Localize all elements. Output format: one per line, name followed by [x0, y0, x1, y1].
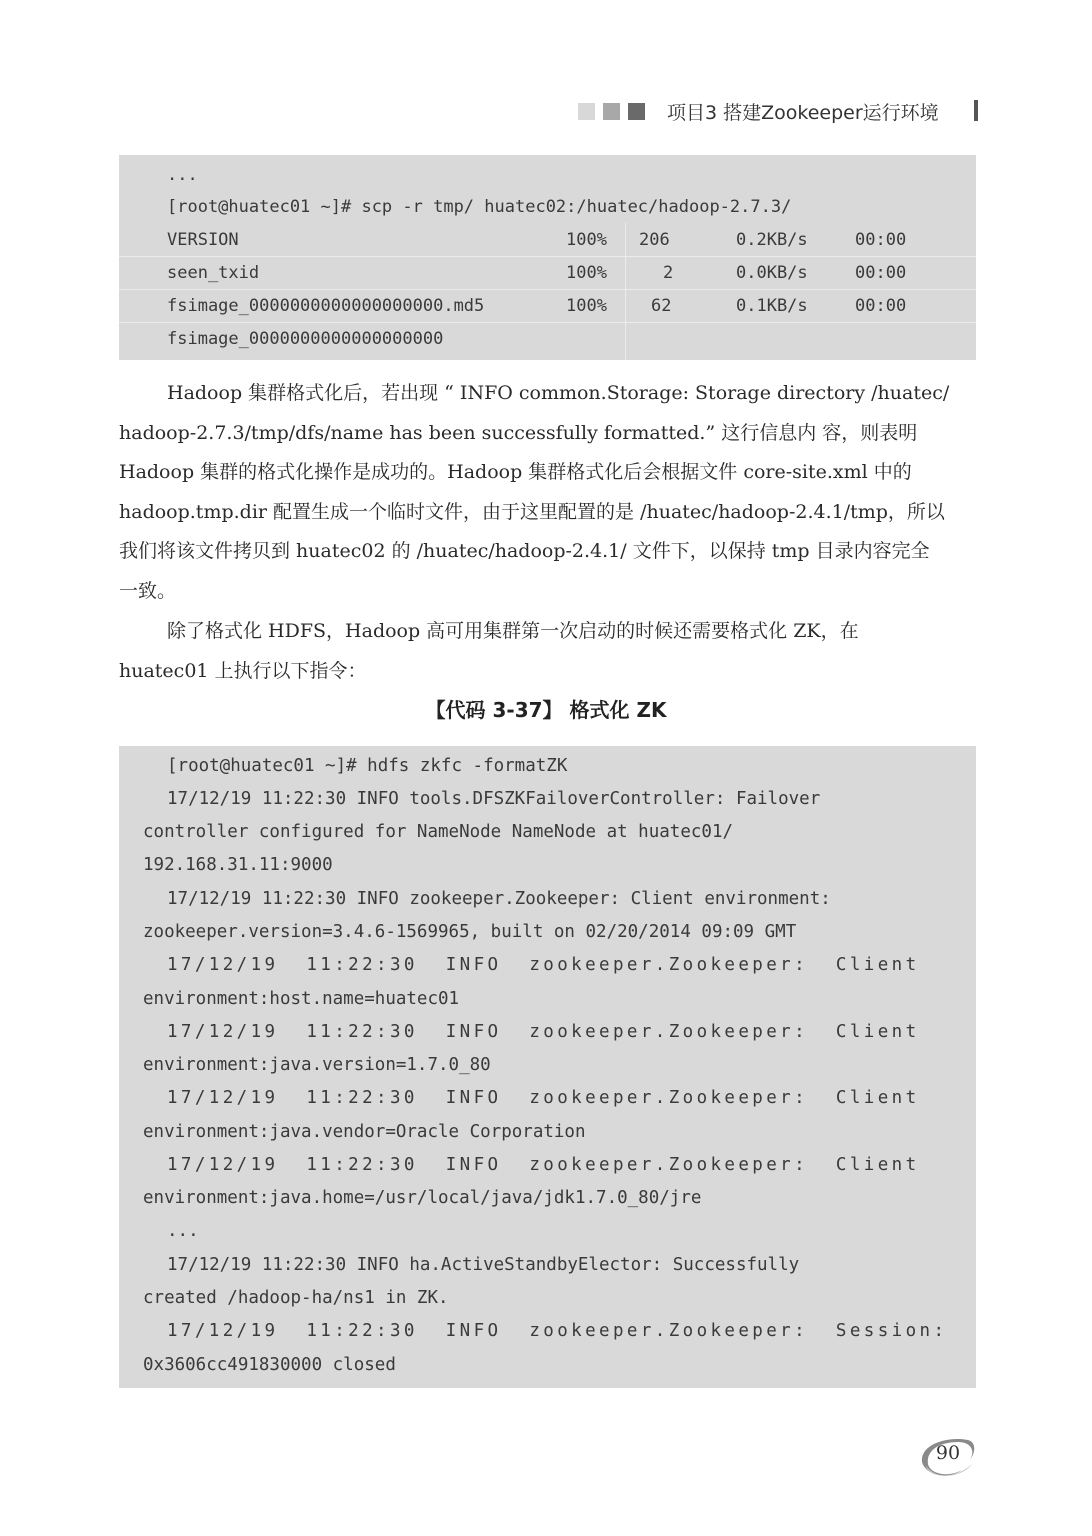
header-square-dark [628, 103, 645, 120]
code-line: 17/12/19 11:22:30 INFO ha.ActiveStandbyElector: Successfully [167, 1255, 800, 1275]
size: 206 [639, 230, 670, 250]
paragraph-line: 一致。 [119, 579, 177, 602]
percent: 100% [566, 263, 607, 283]
code-line: zookeeper.version=3.4.6-1569965, built on 02/20/2014 09:09 GMT [143, 922, 797, 942]
code-line: environment:java.vendor=Oracle Corporation [143, 1122, 586, 1142]
code-line: 192.168.31.11:9000 [143, 855, 333, 875]
paragraph-line: hadoop.tmp.dir 配置生成一个临时文件，由于这里配置的是 /huatec/hadoop-2.4.1/tmp，所以 [119, 500, 945, 523]
header-title: 项目3 搭建Zookeeper运行环境 [667, 101, 939, 124]
code-caption: 【代码 3-37】 格式化 ZK [425, 698, 667, 722]
body-paragraph [119, 612, 976, 691]
paragraph-line: 我们将该文件拷贝到 huatec02 的 /huatec/hadoop-2.4.1/ 文件下，以保持 tmp 目录内容完全 [119, 540, 930, 562]
page-number [918, 1432, 978, 1482]
table-row [119, 256, 976, 289]
page-number-text: 90 [935, 1442, 961, 1464]
percent: 100% [566, 230, 607, 250]
table-row [119, 322, 976, 355]
size: 62 [651, 296, 672, 316]
paragraph-line: huatec01 上执行以下指令： [119, 659, 367, 682]
file-name: fsimage_0000000000000000000.md5 [167, 296, 485, 316]
paragraph-line: 除了格式化 HDFS，Hadoop 高可用集群第一次启动的时候还需要格式化 ZK，在 [167, 620, 859, 642]
code-line: 17/12/19 11:22:30 INFO zookeeper.Zookeeper: Client [167, 1088, 920, 1108]
code-line: ... [167, 1221, 199, 1241]
code-block-formatzk [119, 746, 976, 1388]
file-name: VERSION [167, 230, 239, 250]
paragraph-line: hadoop-2.7.3/tmp/dfs/name has been successfully formatted.” 这行信息内 容，则表明 [119, 421, 918, 444]
speed: 0.1KB/s [736, 296, 808, 316]
code-line: 17/12/19 11:22:30 INFO zookeeper.Zookeeper: Session: [167, 1321, 948, 1341]
code-line: 17/12/19 11:22:30 INFO zookeeper.Zookeeper: Client [167, 955, 920, 975]
table-row [119, 289, 976, 322]
paragraph-line: Hadoop 集群格式化后，若出现 “ INFO common.Storage: Storage directory /huatec/ [167, 382, 950, 404]
paragraph-line: Hadoop 集群的格式化操作是成功的。Hadoop 集群格式化后会根据文件 core-site.xml 中的 [119, 461, 912, 483]
body-paragraph [119, 374, 976, 611]
header-square-light [578, 103, 595, 120]
time: 00:00 [855, 296, 907, 316]
file-name: seen_txid [167, 263, 260, 283]
code-line: environment:host.name=huatec01 [143, 989, 460, 1009]
code-block-scp [119, 155, 976, 360]
speed: 0.0KB/s [736, 263, 808, 283]
code-line: [root@huatec01 ~]# hdfs zkfc -formatZK [167, 756, 568, 776]
code-line: created /hadoop-ha/ns1 in ZK. [143, 1288, 449, 1308]
code-line: [root@huatec01 ~]# scp -r tmp/ huatec02:/huatec/hadoop-2.7.3/ [167, 197, 792, 217]
code-line: 17/12/19 11:22:30 INFO tools.DFSZKFailoverController: Failover [167, 789, 821, 809]
table-row [119, 223, 976, 256]
file-name: fsimage_0000000000000000000 [167, 329, 444, 349]
speed: 0.2KB/s [736, 230, 808, 250]
time: 00:00 [855, 263, 907, 283]
code-line: environment:java.home=/usr/local/java/jdk1.7.0_80/jre [143, 1188, 702, 1208]
percent: 100% [566, 296, 607, 316]
code-line: 17/12/19 11:22:30 INFO zookeeper.Zookeeper: Client environment: [167, 889, 831, 909]
code-line: environment:java.version=1.7.0_80 [143, 1055, 491, 1075]
time: 00:00 [855, 230, 907, 250]
code-line: 17/12/19 11:22:30 INFO zookeeper.Zookeeper: Client [167, 1022, 920, 1042]
code-line: 17/12/19 11:22:30 INFO zookeeper.Zookeeper: Client [167, 1155, 920, 1175]
size: 2 [663, 263, 674, 283]
running-header [578, 96, 978, 126]
code-line: controller configured for NameNode NameNode at huatec01/ [143, 822, 734, 842]
header-bar [974, 100, 978, 121]
code-line: ... [167, 165, 198, 185]
code-line: 0x3606cc491830000 closed [143, 1355, 396, 1375]
header-square-mid [603, 103, 620, 120]
